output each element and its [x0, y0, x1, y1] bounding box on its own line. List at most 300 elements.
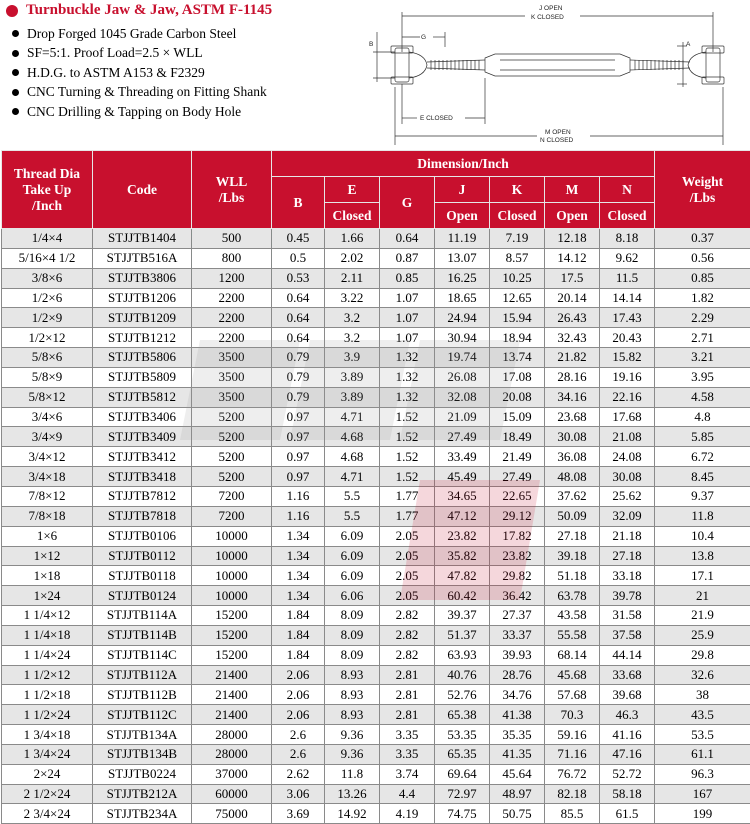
- table-row: [2, 566, 750, 586]
- cell-code: STJJTB0124: [93, 586, 192, 606]
- table-row: [2, 625, 750, 645]
- cell-m: 45.68: [545, 665, 600, 685]
- cell-code: STJJTB1209: [93, 308, 192, 328]
- cell-m: 27.18: [545, 526, 600, 546]
- cell-k: 29.12: [490, 506, 545, 526]
- header-weight-line: Weight: [655, 174, 750, 190]
- cell-j: 53.35: [435, 725, 490, 745]
- cell-weight: 61.1: [655, 744, 750, 764]
- cell-j: 16.25: [435, 268, 490, 288]
- header-k-closed: Closed: [490, 203, 545, 229]
- cell-j: 47.82: [435, 566, 490, 586]
- cell-g: 0.64: [380, 229, 435, 249]
- cell-j: 26.08: [435, 367, 490, 387]
- table-row: [2, 407, 750, 427]
- diagram-label-g: G: [421, 34, 426, 41]
- cell-thread: 1 1/2×12: [2, 665, 93, 685]
- cell-k: 10.25: [490, 268, 545, 288]
- header-n: N: [600, 177, 655, 203]
- cell-j: 45.49: [435, 467, 490, 487]
- feature-item: [12, 24, 267, 44]
- cell-thread: 1 1/4×24: [2, 645, 93, 665]
- cell-k: 45.64: [490, 764, 545, 784]
- cell-k: 7.19: [490, 229, 545, 249]
- cell-g: 1.52: [380, 427, 435, 447]
- table-row: [2, 744, 750, 764]
- cell-b: 3.06: [272, 784, 325, 804]
- cell-k: 48.97: [490, 784, 545, 804]
- cell-j: 65.35: [435, 744, 490, 764]
- cell-thread: 7/8×18: [2, 506, 93, 526]
- cell-m: 12.18: [545, 229, 600, 249]
- diagram-label-e: E CLOSED: [420, 115, 453, 122]
- cell-k: 22.65: [490, 486, 545, 506]
- cell-g: 1.77: [380, 506, 435, 526]
- cell-j: 72.97: [435, 784, 490, 804]
- cell-m: 21.82: [545, 348, 600, 368]
- cell-weight: 2.71: [655, 328, 750, 348]
- table-row: [2, 586, 750, 606]
- cell-m: 39.18: [545, 546, 600, 566]
- bullet-icon: [12, 89, 19, 96]
- cell-m: 34.16: [545, 387, 600, 407]
- cell-b: 0.53: [272, 268, 325, 288]
- cell-b: 1.34: [272, 586, 325, 606]
- cell-b: 2.6: [272, 725, 325, 745]
- cell-g: 1.32: [380, 387, 435, 407]
- cell-m: 36.08: [545, 447, 600, 467]
- cell-n: 9.62: [600, 248, 655, 268]
- cell-b: 0.97: [272, 427, 325, 447]
- cell-j: 63.93: [435, 645, 490, 665]
- diagram-label-a: A: [686, 41, 691, 48]
- table-body: [2, 229, 750, 824]
- table-row: [2, 506, 750, 526]
- cell-wll: 2200: [192, 288, 272, 308]
- cell-code: STJJTB3409: [93, 427, 192, 447]
- cell-j: 65.38: [435, 705, 490, 725]
- bullet-icon: [12, 50, 19, 57]
- table-row: [2, 526, 750, 546]
- cell-g: 0.85: [380, 268, 435, 288]
- cell-wll: 10000: [192, 526, 272, 546]
- cell-weight: 6.72: [655, 447, 750, 467]
- cell-n: 58.18: [600, 784, 655, 804]
- cell-g: 2.82: [380, 645, 435, 665]
- cell-k: 27.37: [490, 606, 545, 626]
- cell-n: 17.43: [600, 308, 655, 328]
- table-row: [2, 665, 750, 685]
- cell-j: 69.64: [435, 764, 490, 784]
- header-wll-line: /Lbs: [192, 190, 271, 206]
- cell-thread: 3/4×6: [2, 407, 93, 427]
- header-thread-line: Thread Dia: [2, 166, 92, 182]
- cell-wll: 5200: [192, 467, 272, 487]
- feature-item: [12, 44, 267, 64]
- cell-m: 82.18: [545, 784, 600, 804]
- table-row: [2, 348, 750, 368]
- cell-m: 17.5: [545, 268, 600, 288]
- cell-thread: 1 1/4×12: [2, 606, 93, 626]
- cell-m: 70.3: [545, 705, 600, 725]
- cell-weight: 0.85: [655, 268, 750, 288]
- table-row: [2, 248, 750, 268]
- table-row: [2, 387, 750, 407]
- cell-e: 3.2: [325, 308, 380, 328]
- cell-b: 1.34: [272, 526, 325, 546]
- cell-m: 71.16: [545, 744, 600, 764]
- cell-b: 0.79: [272, 348, 325, 368]
- cell-wll: 21400: [192, 665, 272, 685]
- cell-code: STJJTB114B: [93, 625, 192, 645]
- cell-j: 30.94: [435, 328, 490, 348]
- cell-code: STJJTB212A: [93, 784, 192, 804]
- cell-wll: 7200: [192, 506, 272, 526]
- cell-n: 61.5: [600, 804, 655, 824]
- cell-g: 1.07: [380, 288, 435, 308]
- cell-code: STJJTB0224: [93, 764, 192, 784]
- cell-b: 2.62: [272, 764, 325, 784]
- cell-g: 3.35: [380, 744, 435, 764]
- cell-b: 0.79: [272, 367, 325, 387]
- cell-wll: 21400: [192, 685, 272, 705]
- diagram-label-m: M OPEN: [545, 129, 571, 136]
- cell-weight: 32.6: [655, 665, 750, 685]
- header-dimension: Dimension/Inch: [272, 151, 655, 177]
- cell-k: 33.37: [490, 625, 545, 645]
- cell-k: 20.08: [490, 387, 545, 407]
- cell-g: 2.81: [380, 665, 435, 685]
- cell-e: 1.66: [325, 229, 380, 249]
- cell-g: 4.19: [380, 804, 435, 824]
- cell-m: 43.58: [545, 606, 600, 626]
- turnbuckle-diagram: [365, 2, 750, 148]
- cell-e: 8.93: [325, 705, 380, 725]
- cell-g: 1.52: [380, 407, 435, 427]
- table-header: [2, 151, 750, 229]
- cell-code: STJJTB3406: [93, 407, 192, 427]
- cell-m: 30.08: [545, 427, 600, 447]
- cell-e: 3.89: [325, 387, 380, 407]
- cell-weight: 38: [655, 685, 750, 705]
- cell-g: 1.07: [380, 308, 435, 328]
- cell-g: 2.82: [380, 606, 435, 626]
- cell-thread: 5/8×6: [2, 348, 93, 368]
- cell-weight: 43.5: [655, 705, 750, 725]
- table-row: [2, 606, 750, 626]
- cell-j: 60.42: [435, 586, 490, 606]
- cell-k: 29.82: [490, 566, 545, 586]
- cell-b: 0.64: [272, 288, 325, 308]
- diagram-label-n: N CLOSED: [540, 137, 574, 144]
- cell-k: 28.76: [490, 665, 545, 685]
- cell-n: 20.43: [600, 328, 655, 348]
- cell-k: 27.49: [490, 467, 545, 487]
- header-k: K: [490, 177, 545, 203]
- cell-e: 5.5: [325, 506, 380, 526]
- cell-n: 33.18: [600, 566, 655, 586]
- cell-weight: 167: [655, 784, 750, 804]
- cell-weight: 8.45: [655, 467, 750, 487]
- cell-e: 9.36: [325, 744, 380, 764]
- cell-code: STJJTB5809: [93, 367, 192, 387]
- diagram-label-j: J OPEN: [539, 5, 563, 12]
- cell-n: 8.18: [600, 229, 655, 249]
- header-thread-line: /Inch: [2, 198, 92, 214]
- cell-n: 30.08: [600, 467, 655, 487]
- cell-n: 46.3: [600, 705, 655, 725]
- spec-table: [1, 150, 750, 824]
- cell-g: 1.52: [380, 467, 435, 487]
- cell-k: 35.35: [490, 725, 545, 745]
- cell-m: 37.62: [545, 486, 600, 506]
- cell-b: 2.6: [272, 744, 325, 764]
- table-row: [2, 447, 750, 467]
- cell-code: STJJTB3412: [93, 447, 192, 467]
- cell-thread: 1×18: [2, 566, 93, 586]
- cell-wll: 2200: [192, 308, 272, 328]
- table-row: [2, 367, 750, 387]
- cell-g: 1.07: [380, 328, 435, 348]
- header: [0, 0, 750, 150]
- cell-b: 2.06: [272, 665, 325, 685]
- title-bullet-icon: [6, 5, 18, 17]
- cell-wll: 5200: [192, 427, 272, 447]
- table-row: [2, 467, 750, 487]
- cell-g: 2.81: [380, 685, 435, 705]
- cell-j: 39.37: [435, 606, 490, 626]
- cell-k: 39.93: [490, 645, 545, 665]
- cell-b: 0.79: [272, 387, 325, 407]
- header-e: E: [325, 177, 380, 203]
- cell-e: 8.09: [325, 606, 380, 626]
- cell-k: 18.94: [490, 328, 545, 348]
- cell-b: 0.64: [272, 328, 325, 348]
- table-row: [2, 784, 750, 804]
- cell-m: 63.78: [545, 586, 600, 606]
- cell-code: STJJTB1212: [93, 328, 192, 348]
- cell-wll: 75000: [192, 804, 272, 824]
- cell-k: 41.38: [490, 705, 545, 725]
- table-row: [2, 308, 750, 328]
- cell-e: 3.9: [325, 348, 380, 368]
- cell-m: 85.5: [545, 804, 600, 824]
- cell-thread: 3/4×18: [2, 467, 93, 487]
- cell-m: 50.09: [545, 506, 600, 526]
- cell-j: 18.65: [435, 288, 490, 308]
- cell-code: STJJTB3418: [93, 467, 192, 487]
- header-m-open: Open: [545, 203, 600, 229]
- cell-wll: 15200: [192, 645, 272, 665]
- cell-j: 24.94: [435, 308, 490, 328]
- cell-k: 8.57: [490, 248, 545, 268]
- cell-thread: 1 3/4×18: [2, 725, 93, 745]
- feature-text: CNC Turning & Threading on Fitting Shank: [27, 84, 267, 100]
- table-row: [2, 288, 750, 308]
- cell-wll: 10000: [192, 586, 272, 606]
- cell-m: 32.43: [545, 328, 600, 348]
- cell-b: 2.06: [272, 705, 325, 725]
- cell-g: 1.77: [380, 486, 435, 506]
- feature-text: Drop Forged 1045 Grade Carbon Steel: [27, 26, 236, 42]
- cell-weight: 3.95: [655, 367, 750, 387]
- cell-n: 44.14: [600, 645, 655, 665]
- cell-e: 11.8: [325, 764, 380, 784]
- cell-j: 51.37: [435, 625, 490, 645]
- cell-b: 0.97: [272, 467, 325, 487]
- cell-code: STJJTB112C: [93, 705, 192, 725]
- cell-weight: 3.21: [655, 348, 750, 368]
- cell-thread: 5/8×9: [2, 367, 93, 387]
- cell-k: 13.74: [490, 348, 545, 368]
- cell-j: 32.08: [435, 387, 490, 407]
- cell-g: 2.05: [380, 566, 435, 586]
- table-row: [2, 645, 750, 665]
- cell-k: 15.94: [490, 308, 545, 328]
- cell-thread: 2 1/2×24: [2, 784, 93, 804]
- cell-j: 23.82: [435, 526, 490, 546]
- cell-m: 57.68: [545, 685, 600, 705]
- cell-weight: 1.82: [655, 288, 750, 308]
- cell-j: 40.76: [435, 665, 490, 685]
- cell-thread: 1 3/4×24: [2, 744, 93, 764]
- cell-e: 3.89: [325, 367, 380, 387]
- cell-e: 6.09: [325, 526, 380, 546]
- cell-g: 4.4: [380, 784, 435, 804]
- cell-e: 5.5: [325, 486, 380, 506]
- cell-wll: 15200: [192, 606, 272, 626]
- cell-g: 0.87: [380, 248, 435, 268]
- feature-item: [12, 63, 267, 83]
- table-row: [2, 804, 750, 824]
- cell-code: STJJTB516A: [93, 248, 192, 268]
- cell-m: 51.18: [545, 566, 600, 586]
- cell-n: 14.14: [600, 288, 655, 308]
- cell-e: 8.93: [325, 685, 380, 705]
- cell-weight: 4.8: [655, 407, 750, 427]
- cell-e: 13.26: [325, 784, 380, 804]
- cell-n: 17.68: [600, 407, 655, 427]
- cell-wll: 500: [192, 229, 272, 249]
- table-row: [2, 486, 750, 506]
- cell-e: 8.09: [325, 645, 380, 665]
- header-thread-line: Take Up: [2, 182, 92, 198]
- cell-b: 0.64: [272, 308, 325, 328]
- cell-m: 48.08: [545, 467, 600, 487]
- cell-b: 1.34: [272, 546, 325, 566]
- cell-m: 76.72: [545, 764, 600, 784]
- cell-thread: 1×12: [2, 546, 93, 566]
- cell-e: 3.2: [325, 328, 380, 348]
- cell-thread: 5/16×4 1/2: [2, 248, 93, 268]
- cell-weight: 4.58: [655, 387, 750, 407]
- cell-k: 36.42: [490, 586, 545, 606]
- cell-n: 24.08: [600, 447, 655, 467]
- cell-m: 26.43: [545, 308, 600, 328]
- cell-thread: 1/4×4: [2, 229, 93, 249]
- cell-j: 11.19: [435, 229, 490, 249]
- cell-j: 19.74: [435, 348, 490, 368]
- cell-wll: 3500: [192, 367, 272, 387]
- cell-k: 50.75: [490, 804, 545, 824]
- cell-thread: 1 1/2×18: [2, 685, 93, 705]
- cell-g: 2.05: [380, 526, 435, 546]
- cell-wll: 7200: [192, 486, 272, 506]
- cell-wll: 15200: [192, 625, 272, 645]
- cell-k: 34.76: [490, 685, 545, 705]
- cell-e: 9.36: [325, 725, 380, 745]
- cell-b: 0.97: [272, 407, 325, 427]
- header-j-open: Open: [435, 203, 490, 229]
- cell-k: 17.08: [490, 367, 545, 387]
- cell-k: 17.82: [490, 526, 545, 546]
- cell-k: 12.65: [490, 288, 545, 308]
- cell-thread: 1/2×6: [2, 288, 93, 308]
- feature-text: H.D.G. to ASTM A153 & F2329: [27, 65, 205, 81]
- cell-thread: 1 1/4×18: [2, 625, 93, 645]
- cell-n: 11.5: [600, 268, 655, 288]
- cell-n: 31.58: [600, 606, 655, 626]
- cell-thread: 3/8×6: [2, 268, 93, 288]
- cell-thread: 2×24: [2, 764, 93, 784]
- cell-n: 39.78: [600, 586, 655, 606]
- cell-code: STJJTB134B: [93, 744, 192, 764]
- cell-weight: 0.56: [655, 248, 750, 268]
- cell-e: 4.68: [325, 447, 380, 467]
- cell-k: 23.82: [490, 546, 545, 566]
- header-weight-line: /Lbs: [655, 190, 750, 206]
- cell-m: 59.16: [545, 725, 600, 745]
- cell-m: 68.14: [545, 645, 600, 665]
- cell-b: 1.84: [272, 606, 325, 626]
- cell-wll: 2200: [192, 328, 272, 348]
- cell-e: 8.93: [325, 665, 380, 685]
- header-code: Code: [93, 151, 192, 229]
- cell-b: 1.84: [272, 645, 325, 665]
- cell-wll: 10000: [192, 546, 272, 566]
- cell-thread: 1/2×12: [2, 328, 93, 348]
- cell-code: STJJTB1206: [93, 288, 192, 308]
- cell-code: STJJTB5812: [93, 387, 192, 407]
- cell-n: 39.68: [600, 685, 655, 705]
- cell-wll: 800: [192, 248, 272, 268]
- cell-code: STJJTB1404: [93, 229, 192, 249]
- table-row: [2, 546, 750, 566]
- title-row: [6, 2, 272, 19]
- cell-code: STJJTB112B: [93, 685, 192, 705]
- cell-g: 2.81: [380, 705, 435, 725]
- cell-g: 1.52: [380, 447, 435, 467]
- table-row: [2, 725, 750, 745]
- cell-n: 27.18: [600, 546, 655, 566]
- cell-code: STJJTB114A: [93, 606, 192, 626]
- cell-j: 35.82: [435, 546, 490, 566]
- cell-weight: 9.37: [655, 486, 750, 506]
- cell-g: 1.32: [380, 348, 435, 368]
- cell-e: 2.11: [325, 268, 380, 288]
- cell-code: STJJTB114C: [93, 645, 192, 665]
- cell-b: 1.84: [272, 625, 325, 645]
- feature-item: [12, 102, 267, 122]
- header-e-closed: Closed: [325, 203, 380, 229]
- cell-code: STJJTB112A: [93, 665, 192, 685]
- cell-e: 14.92: [325, 804, 380, 824]
- cell-wll: 3500: [192, 348, 272, 368]
- cell-n: 15.82: [600, 348, 655, 368]
- cell-weight: 96.3: [655, 764, 750, 784]
- cell-j: 74.75: [435, 804, 490, 824]
- turnbuckle-drawing: [365, 2, 750, 148]
